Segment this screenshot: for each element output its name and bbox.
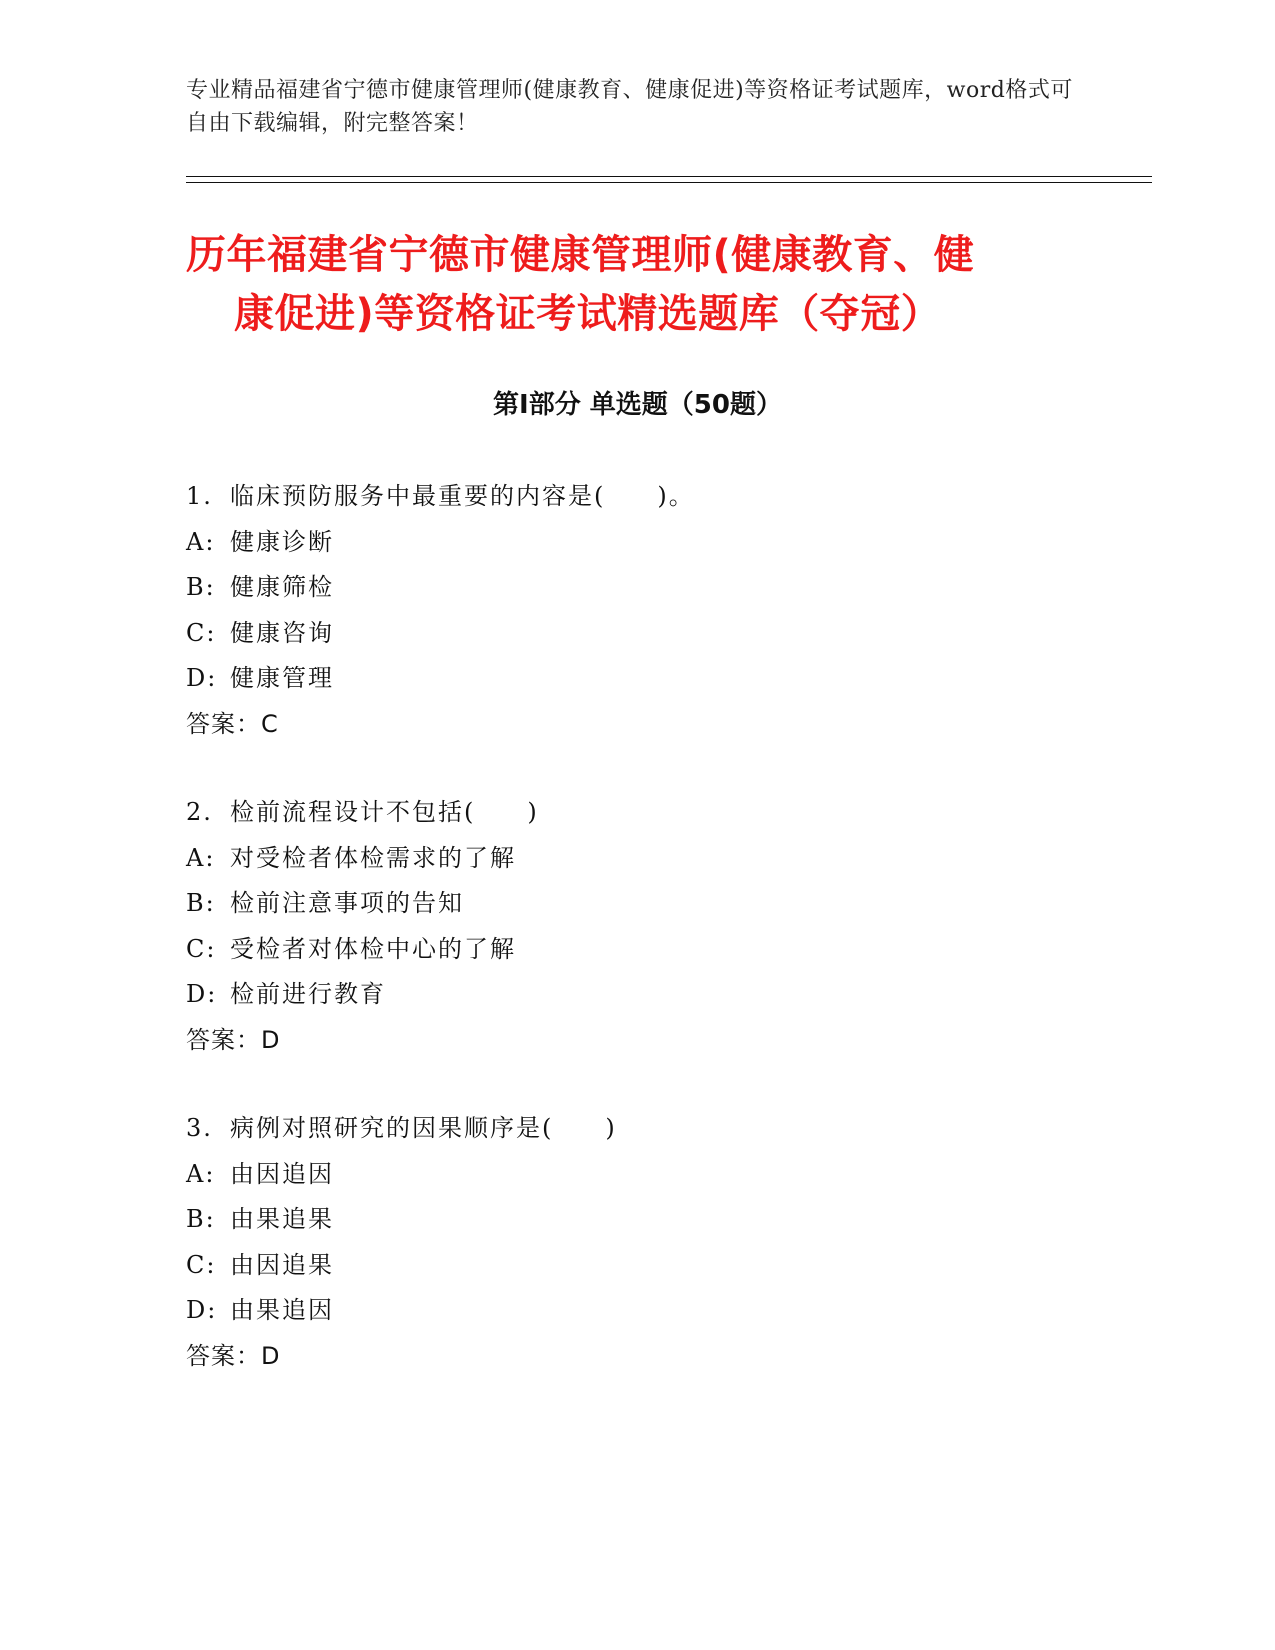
section-heading: 第Ⅰ部分 单选题（50题）: [493, 390, 782, 420]
option-d: [186, 972, 1086, 1018]
document-title-line2: 康促进)等资格证考试精选题库（夺冠）: [234, 291, 942, 337]
option-text: 检前进行教育: [230, 980, 386, 1008]
option-text: 对受检者体检需求的了解: [230, 843, 516, 872]
option-text: 健康筛检: [230, 573, 334, 601]
answer: 答案：D: [186, 1025, 281, 1054]
document-title: [186, 226, 1086, 344]
option-b: [186, 1197, 1086, 1243]
option-d: [186, 656, 1086, 702]
question-3: [186, 1106, 1086, 1379]
option-letter: C:: [186, 618, 217, 647]
question-2: [186, 790, 1086, 1063]
option-letter: B:: [186, 889, 216, 917]
header-note: 专业精品福建省宁德市健康管理师(健康教育、健康促进)等资格证考试题库，word格式可自由下载编辑，附完整答案！: [186, 78, 1073, 136]
option-letter: B:: [186, 1205, 216, 1233]
option-letter: D:: [186, 664, 218, 692]
option-d: [186, 1288, 1086, 1334]
option-text: 由因追果: [230, 1250, 334, 1279]
option-text: 检前注意事项的告知: [230, 889, 464, 917]
option-text: 受检者对体检中心的了解: [230, 934, 516, 963]
option-letter: C:: [186, 1250, 217, 1279]
question-number: 1.: [186, 482, 213, 510]
question-text: 病例对照研究的因果顺序是( ): [230, 1114, 617, 1142]
option-a: [186, 1152, 1086, 1198]
option-text: 由果追果: [230, 1205, 334, 1233]
answer: 答案：D: [186, 1341, 281, 1370]
option-letter: B:: [186, 573, 216, 601]
question-number: 2.: [186, 798, 213, 826]
option-a: [186, 836, 1086, 882]
question-text: 检前流程设计不包括( ): [230, 798, 539, 826]
option-text: 健康咨询: [230, 618, 334, 647]
option-letter: D:: [186, 1296, 218, 1324]
option-b: [186, 881, 1086, 927]
question-stem: [186, 474, 1086, 520]
option-letter: D:: [186, 980, 218, 1008]
option-letter: A:: [186, 843, 216, 872]
option-c: [186, 927, 1086, 973]
header-divider-top: [186, 176, 1152, 177]
option-text: 由因追因: [230, 1159, 334, 1188]
option-letter: C:: [186, 934, 217, 963]
option-text: 健康管理: [230, 664, 334, 692]
option-text: 由果追因: [230, 1296, 334, 1324]
option-c: [186, 611, 1086, 657]
question-stem: [186, 790, 1086, 836]
option-a: [186, 520, 1086, 566]
document-title-line1: 历年福建省宁德市健康管理师(健康教育、健: [186, 232, 975, 278]
header-divider-bottom: [186, 182, 1152, 183]
question-stem: [186, 1106, 1086, 1152]
option-c: [186, 1243, 1086, 1289]
option-letter: A:: [186, 527, 216, 556]
question-1: [186, 474, 1086, 747]
option-letter: A:: [186, 1159, 216, 1188]
option-text: 健康诊断: [230, 527, 334, 556]
question-text: 临床预防服务中最重要的内容是( )。: [230, 482, 695, 510]
answer: 答案：C: [186, 709, 279, 738]
option-b: [186, 565, 1086, 611]
question-number: 3.: [186, 1114, 213, 1142]
